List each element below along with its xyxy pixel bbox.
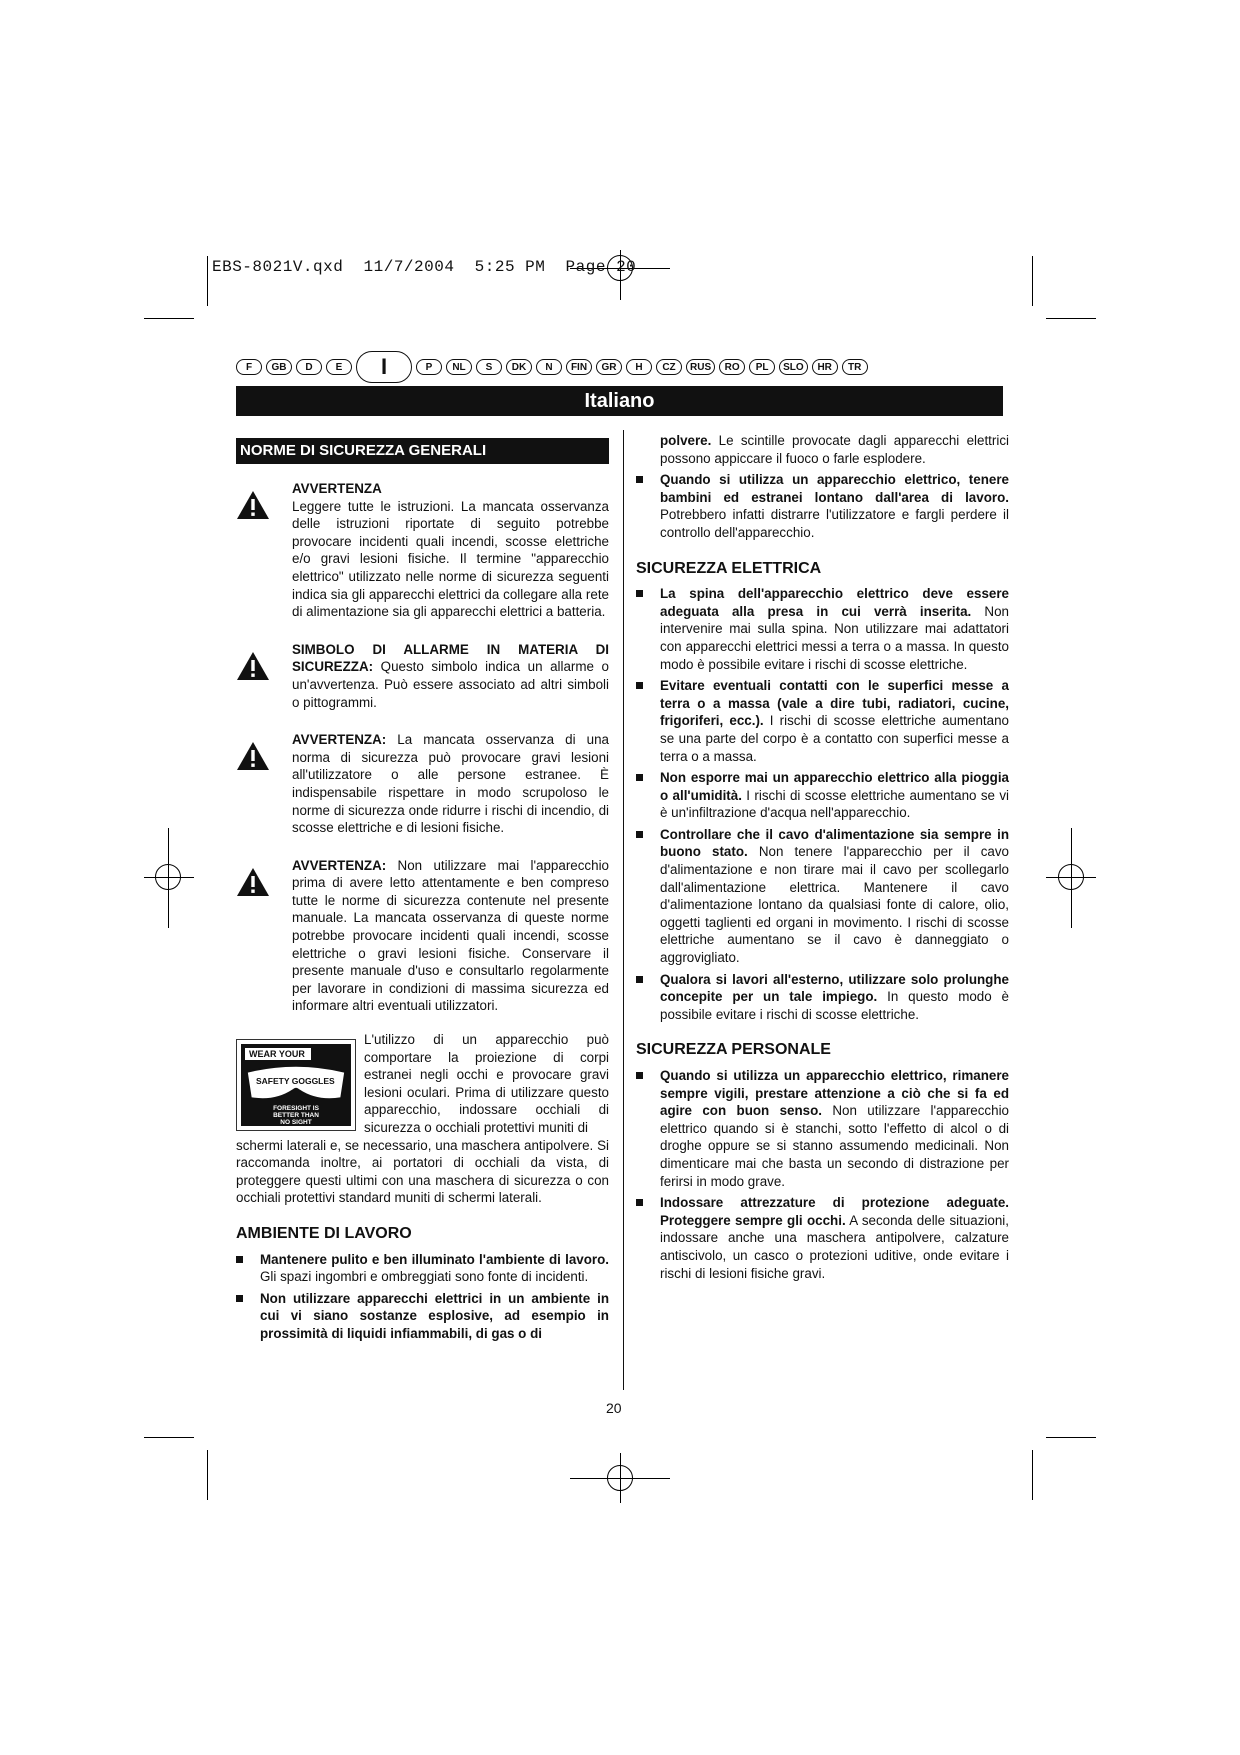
crop-mark <box>1032 256 1033 306</box>
svg-text:BETTER THAN: BETTER THAN <box>273 1112 319 1120</box>
language-tab-h[interactable]: H <box>626 359 652 375</box>
bullet-square-icon <box>636 1199 643 1206</box>
bullet-item: Quando si utilizza un apparecchio elettrico, rimanere sempre vigili, prestare attenzione a ciò che si fa ed agire con buon senso. Non utilizzare l'apparecchio elettrico quando si è stanchi, sotto l'effetto di alcol o di droghe oppure se si stanno assumendo medicinali. Non dimenticare mai che basta un secondo di distrazione per ferirsi in modo grave. <box>636 1067 1009 1190</box>
column-divider <box>623 430 624 1390</box>
registration-target-icon <box>607 1465 633 1491</box>
crop-mark <box>1046 318 1096 319</box>
file-slug: EBS-8021V.qxd 11/7/2004 5:25 PM Page 20 <box>212 258 637 276</box>
warning-triangle-icon <box>236 741 270 771</box>
crop-mark <box>1046 1437 1096 1438</box>
warning-text: Leggere tutte le istruzioni. La mancata osservanza delle istruzioni riportate di seguito potrebbe provocare incidenti quali incendi, scosse elettriche e/o gravi lesioni fisiche. Il termine "apparecchio elettrico" utilizzato nelle norme di sicurezza seguenti indica sia gli apparecchi elettrici da collegare alla rete di alimentazione sia gli apparecchi elettrici a batteria. <box>292 498 609 620</box>
bullet-item: Non esporre mai un apparecchio elettrico alla pioggia o all'umidità. I rischi di scosse elettriche aumentano se vi è un'infiltrazione d'acqua nell'apparecchio. <box>636 769 1009 822</box>
bullet-item: Mantenere pulito e ben illuminato l'ambiente di lavoro. Gli spazi ingombri e ombreggiati sono fonte di incidenti. <box>236 1251 609 1286</box>
section-heading: AMBIENTE DI LAVORO <box>236 1224 412 1242</box>
language-tab-gb[interactable]: GB <box>266 359 292 375</box>
warning-text: SIMBOLO DI ALLARME IN MATERIA DI SICUREZZA: Questo simbolo indica un allarme o un'avvertenza. Può essere associato ad altri simboli o pittogrammi. <box>292 641 609 710</box>
bullet-item: Indossare attrezzature di protezione adeguate. Proteggere sempre gli occhi. A seconda delle situazioni, indossare anche una maschera antipolvere, calzature antiscivolo, un casco o protezioni uditive, onde evitare i rischi di lesioni fisiche gravi. <box>636 1194 1009 1282</box>
svg-text:FORESIGHT IS: FORESIGHT IS <box>273 1105 319 1113</box>
warning-triangle-icon <box>236 867 270 897</box>
svg-text:NO SIGHT: NO SIGHT <box>280 1119 312 1127</box>
left-column <box>236 438 609 1347</box>
bullet-square-icon <box>636 682 643 689</box>
language-tab-ro[interactable]: RO <box>719 359 745 375</box>
warning-block <box>236 480 609 621</box>
section-heading: SICUREZZA PERSONALE <box>636 1041 831 1059</box>
language-tab-gr[interactable]: GR <box>596 359 622 375</box>
right-column <box>636 432 1009 1286</box>
warning-block <box>236 731 609 837</box>
crop-mark <box>207 1450 208 1500</box>
section-heading: SICUREZZA ELETTRICA <box>636 559 822 577</box>
bullet-square-icon <box>636 476 643 483</box>
goggles-block <box>236 1031 609 1137</box>
registration-target-icon <box>1058 864 1084 890</box>
language-banner: Italiano <box>236 386 1003 416</box>
crop-mark <box>144 318 194 319</box>
registration-target-icon <box>155 864 181 890</box>
bullet-item: Qualora si lavori all'esterno, utilizzare solo prolunghe concepite per un tale impiego. In questo modo è possibile evitare i rischi di scosse elettriche. <box>636 971 1009 1024</box>
language-tab-pl[interactable]: PL <box>749 359 775 375</box>
bullet-square-icon <box>236 1295 243 1302</box>
bullet-square-icon <box>636 1072 643 1079</box>
bullet-square-icon <box>636 831 643 838</box>
warning-text: AVVERTENZA: Non utilizzare mai l'apparecchio prima di avere letto attentamente e ben compreso tutte le norme di sicurezza contenute nel presente manuale. La mancata osservanza di queste norme potrebbe provocare incidenti quali incendi, scosse elettriche o gravi lesioni fisiche. Conservare il presente manuale d'uso e consultarlo regolarmente per lavorare in condizioni di massima sicurezza ed informare altri eventuali utilizzatori. <box>292 857 609 1014</box>
language-tab-dk[interactable]: DK <box>506 359 532 375</box>
svg-text:SAFETY GOGGLES: SAFETY GOGGLES <box>256 1076 335 1087</box>
warning-triangle-icon <box>236 490 270 520</box>
warning-block <box>236 641 609 711</box>
bullet-square-icon <box>636 774 643 781</box>
safety-goggles-icon <box>236 1039 356 1131</box>
language-tab-cz[interactable]: CZ <box>656 359 682 375</box>
goggles-text-continued: schermi laterali e, se necessario, una maschera antipolvere. Si raccomanda inoltre, ai portatori di occhiali da vista, di proteggere questi ultimi con una maschera di sicurezza o con occhiali protettivi standard muniti di schermi laterali. <box>236 1137 609 1206</box>
warning-title: AVVERTENZA <box>292 481 382 496</box>
bullet-item: Evitare eventuali contatti con le superfici messe a terra o a massa (vale a dire tubi, radiatori, cucine, frigoriferi, ecc.). I rischi di scosse elettriche aumentano se una parte del corpo è a contatto con superfici messe a terra o a massa. <box>636 677 1009 765</box>
warning-block <box>236 857 609 1015</box>
page-number: 20 <box>606 1400 622 1416</box>
language-tab-slo[interactable]: SLO <box>779 359 808 375</box>
language-tab-fin[interactable]: FIN <box>566 359 592 375</box>
language-tab-nl[interactable]: NL <box>446 359 472 375</box>
bullet-square-icon <box>636 976 643 983</box>
language-tab-n[interactable]: N <box>536 359 562 375</box>
goggles-text: L'utilizzo di un apparecchio può comportare la proiezione di corpi estranei negli occhi e provocare gravi lesioni oculari. Prima di utilizzare questo apparecchio, indossare occhiali di sicurezza o occhiali protettivi muniti di <box>364 1032 609 1135</box>
language-tab-tr[interactable]: TR <box>842 359 868 375</box>
svg-text:WEAR YOUR: WEAR YOUR <box>249 1049 305 1060</box>
language-tab-i[interactable]: I <box>356 351 412 383</box>
bullet-square-icon <box>636 590 643 597</box>
language-tab-s[interactable]: S <box>476 359 502 375</box>
language-tab-d[interactable]: D <box>296 359 322 375</box>
crop-mark <box>207 256 208 306</box>
section-title: NORME DI SICUREZZA GENERALI <box>236 438 609 464</box>
language-tab-f[interactable]: F <box>236 359 262 375</box>
language-tab-e[interactable]: E <box>326 359 352 375</box>
bullet-item: La spina dell'apparecchio elettrico deve essere adeguata alla presa in cui verrà inserita. Non intervenire mai sulla spina. Non utilizzare mai adattatori con apparecchi elettrici messi a terra o a massa. In questo modo è possibile evitare i rischi di scosse elettriche. <box>636 585 1009 673</box>
crop-mark <box>144 1437 194 1438</box>
warning-triangle-icon <box>236 651 270 681</box>
language-tab-hr[interactable]: HR <box>812 359 838 375</box>
bullet-continuation: polvere. Le scintille provocate dagli apparecchi elettrici possono appiccare il fuoco o farle esplodere. <box>660 433 1009 466</box>
crop-mark <box>1032 1450 1033 1500</box>
language-tab-p[interactable]: P <box>416 359 442 375</box>
warning-text: AVVERTENZA: La mancata osservanza di una norma di sicurezza può provocare gravi lesioni all'utilizzatore o alle persone estranee. È indispensabile rispettare in modo scrupoloso le norme di sicurezza onde ridurre i rischi di incendio, di scosse elettriche e di lesioni fisiche. <box>292 732 609 836</box>
language-bar <box>236 353 868 381</box>
bullet-item: Quando si utilizza un apparecchio elettrico, tenere bambini ed estranei lontano dall'area di lavoro. Potrebbero infatti distrarre l'utilizzatore e fargli perdere il controllo dell'apparecchio. <box>636 471 1009 541</box>
bullet-item: Controllare che il cavo d'alimentazione sia sempre in buono stato. Non tenere l'apparecchio per il cavo d'alimentazione e non tirare mai il cavo per scollegarlo dall'alimentazione elettrica. Mantenere il cavo d'alimentazione lontano da qualsiasi fonte di calore, olio, oggetti taglienti ed organi in movimento. I rischi di scosse elettriche aumentano se il cavo è danneggiato o aggrovigliato. <box>636 826 1009 967</box>
bullet-square-icon <box>236 1256 243 1263</box>
bullet-item: Non utilizzare apparecchi elettrici in un ambiente in cui vi siano sostanze esplosive, ad esempio in prossimità di liquidi infiammabili, di gas o di <box>236 1290 609 1343</box>
language-tab-rus[interactable]: RUS <box>686 359 715 375</box>
